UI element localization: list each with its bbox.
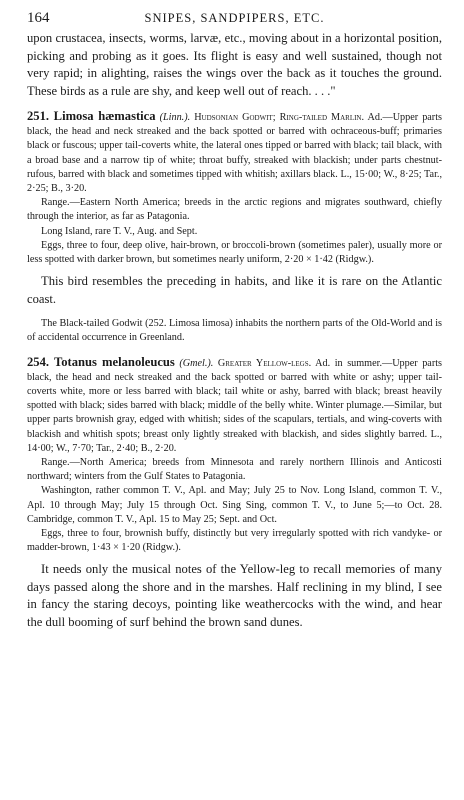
- page-header: [27, 0, 442, 30]
- species-251-eggs: Eggs, three to four, deep olive, hair-brown, or broccoli-brown (sometimes paler), usually more or less spotted with darker brown, but sometimes nearly uniform, 2·20 × 1·42 (Ridgw.).: [27, 239, 442, 266]
- species-254-range: Range.—North America; breeds from Minnesota and rarely northern Illinois and Anticosti northward; winters from the Gulf States to Patagonia.: [27, 457, 442, 483]
- running-head: SNIPES, SANDPIPERS, ETC.: [144, 11, 325, 25]
- species-254-common-name: Greater Yellow-legs.: [217, 357, 312, 369]
- species-254-eggs: Eggs, three to four, brownish buffy, distinctly but very irregularly spotted with rich vandyke- or madder-brown, 1·43 × 1·20 (Ridgw.).: [27, 528, 442, 554]
- species-254-remark: It needs only the musical notes of the Yellow-leg to recall memories of many days passed along the shore and in the marshes. Half reclining in my blind, I see in fancy the staring decoys, pointing like weathercocks with the wind, and hear the dull booming of surf behind the brown sand dunes.: [27, 562, 442, 629]
- species-251-desc: Ad.—Upper parts black, the head and neck streaked and the back spotted or barred with ochraceous-buff; primaries black or fuscous; upper tail-coverts white, the lateral ones tipped or barred with black; tail black, with a broad base and a narrow tip of white; throat buffy, streaked with blackish; under parts chestnut-rufous, barred with black and sometimes tipped with whitish; axillars black. L., 15·00; W., 8·25; Tar., 2·25; B., 3·20.: [27, 112, 442, 195]
- species-251-local: Long Island, rare T. V., Aug. and Sept.: [41, 225, 198, 237]
- species-254-heading: 254. Totanus melanoleucus: [27, 354, 175, 369]
- species-252-note: The Black-tailed Godwit (252. Limosa limosa) inhabits the northern parts of the Old-World and is of accidental occurrence in Greenland.: [27, 318, 442, 344]
- species-251-authority: (Linn.).: [159, 112, 191, 123]
- species-251-remark: This bird resembles the preceding in habits, and like it is rare on the Atlantic coast.: [27, 274, 442, 306]
- species-251-description: [27, 109, 442, 196]
- species-254-description: [27, 355, 442, 456]
- intro-paragraph: upon crustacea, insects, worms, larvæ, etc., moving about in a horizontal position, picking and probing as it goes. Its flight is easy and well sustained, though not very rapid; in alighting, raises the wings over the back as it touches the ground. These birds as a rule are shy, and keep well out of reach. . . .": [27, 31, 442, 98]
- species-251-common-name: Hudsonian Godwit; Ring-tailed Marlin.: [194, 112, 365, 123]
- species-251-range: Range.—Eastern North America; breeds in the arctic regions and migrates southward, chiefly through the interior, as far as Patagonia.: [27, 197, 442, 223]
- species-254-authority: (Gmel.).: [179, 357, 214, 369]
- species-251-heading: 251. Limosa hæmastica: [27, 109, 156, 123]
- page-number: 164: [27, 10, 50, 26]
- species-254-local: Washington, rather common T. V., Apl. and May; July 25 to Nov. Long Island, common T. V., Apl. 10 through May; July 15 through Oct. Sing Sing, common T. V., to June 5;—to Oct. 28. Cambridge, common T. V., Apl. 15 to May 25; Sept. and Oct.: [27, 485, 442, 525]
- species-254-desc: Ad. in summer.—Upper parts black, the head and neck streaked and the back spotted or barred with white or ashy; upper tail-coverts white, more or less barred with black; tail white or ashy, barred with black; breast heavily spotted with black; sides barred with black; middle of the belly white. Winter plumage.—Similar, but upper parts brownish gray, edged with whitish; sides of the scapulars, tertials, and wing-coverts with blackish and whitish spots; breast only lightly streaked with blackish, and sides slightly barred. L., 14·00; W., 7·70; Tar., 2·40; B., 2·20.: [27, 357, 443, 454]
